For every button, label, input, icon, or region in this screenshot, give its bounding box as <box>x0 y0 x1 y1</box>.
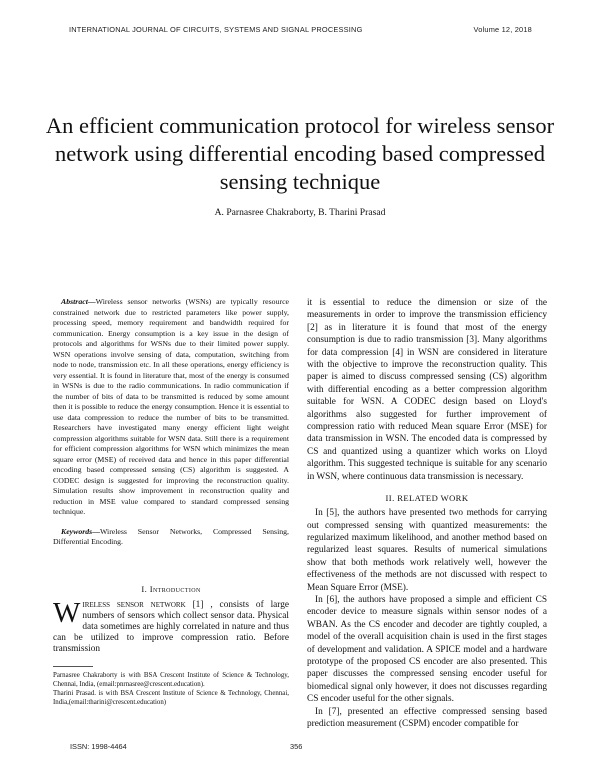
related-paragraph: In [7], presented an effective compressed sensing based prediction measurement (CSPM) encoder compatible for <box>307 706 547 729</box>
related-work-heading: II. RELATED WORK <box>385 493 469 504</box>
volume-header: Volume 12, 2018 <box>473 25 532 34</box>
issn-footer: ISSN: 1998-4464 <box>70 742 127 751</box>
left-column <box>53 297 289 707</box>
footnote-author-2: Tharini Prasad. is with BSA Crescent Institute of Science & Technology, Chennai, India,(email:tharini@crescent.education) <box>53 689 289 706</box>
footnote-author-1: Parnasree Chakraborty is with BSA Crescent Institute of Science & Technology, Chennai, India, (email:pnrnasree@crescent.education). <box>53 671 289 688</box>
related-paragraph: In [5], the authors have presented two methods for carrying out compressed sensing with quantized measurements: the regularized maximum likelihood, and another method based on regularized least squares. Results of numerical simulations show that both methods work relatively well, however the effectiveness of the methods are not discussed with respect to Mean Square Error (MSE). <box>307 508 547 593</box>
author-line: A. Parnasree Chakraborty, B. Tharini Prasad <box>214 207 386 218</box>
page-number: 356 <box>290 742 303 751</box>
abstract <box>53 297 289 518</box>
right-column <box>307 297 547 730</box>
paper-title: An efficient communication protocol for wireless sensor network using differential encoding based compressed sensing technique <box>45 113 555 194</box>
keywords <box>53 527 289 548</box>
related-paragraph: In [6], the authors have proposed a simple and efficient CS encoder device to measure signals within sensor nodes of a WBAN. As the CS encoder and decoder are tightly coupled, a model of the overall acquisition chain is used in the first stages of development and validation. A SPICE model and a hardware prototype of the proposed CS encoder are also presented. This paper discusses the compressed sensing encoder useful for biomedical signal only however, it does not discusses regarding CS encoder useful for the other signals. <box>307 594 547 705</box>
keywords-label: Keywords— <box>61 526 100 536</box>
introduction-heading: I. Introduction <box>141 583 201 594</box>
abstract-text: Wireless sensor networks (WSNs) are typically resource constrained network due to restricted parameters like power supply, processing speed, memory requirement and bandwidth required for communication. Energy consumption is a key issue in the design of protocols and algorithms for WSNs due to their limited power supply. WSN operations involve sensing of data, computation, switching from node to node, transmission etc. In all these operations, energy efficiency is very essential. It is found in literature that, most of the energy is consumed in WSNs is due to the radio communications. In radio communication if the number of bits of data to be transmitted is reduced by some amount then it is possible to reduce the energy consumption. Hence it is essential to use data compression to reduce the number of bits to be transmitted. Researchers have investigated many energy efficient light weight compression algorithms suitable for WSN data. Still there is a requirement for efficient compression algorithms for WSN which minimizes the mean square error (MSE) of received data and hence in this paper differential encoding based compressed sensing (CS) algorithm is suggested. A CODEC design is suggested for improving the reconstruction quality. Simulation results show improvement in reconstruction quality and reduction in MSE value compared to standard compressed sensing technique. <box>53 297 289 516</box>
abstract-label: Abstract— <box>61 297 96 306</box>
drop-cap: W <box>53 596 81 629</box>
keywords-text: Wireless Sensor Networks, Compressed Sensing, Differential Encoding. <box>53 526 289 546</box>
intro-lead: ireless sensor network <box>82 599 186 610</box>
journal-header: INTERNATIONAL JOURNAL OF CIRCUITS, SYSTEMS AND SIGNAL PROCESSING <box>69 25 363 34</box>
intro-continuation: it is essential to reduce the dimension or size of the measurements in order to improve the transmission efficiency [2] as in literature it is found that most of the energy consumption is due to radio transmission [3]. Many algorithms for data compression [4] in WSN are considered in literature with the objective to improve the reconstruction quality. This paper is aimed to discuss compressed sensing (CS) algorithm with differential encoding as a better compression algorithm suitable for WSN. A CODEC design based on Lloyd's algorithms also suggested for further improvement of compression ratio with reduced Mean square Error (MSE) for data transmission in WSN. The encoded data is compressed by CS and quantized using a quantizer which works on Lloyd algorithm. This suggested technique is suitable for any scenario in WSN, where continuous data transmission is necessary. <box>307 298 547 482</box>
introduction-text: Wireless sensor network [1] , consists of large numbers of sensors which collect sensor data. Physical data sometimes are highly correlated in nature and thus can be utilized to improve compression ratio. Before transmission <box>53 596 289 655</box>
footnote-divider <box>53 666 93 667</box>
